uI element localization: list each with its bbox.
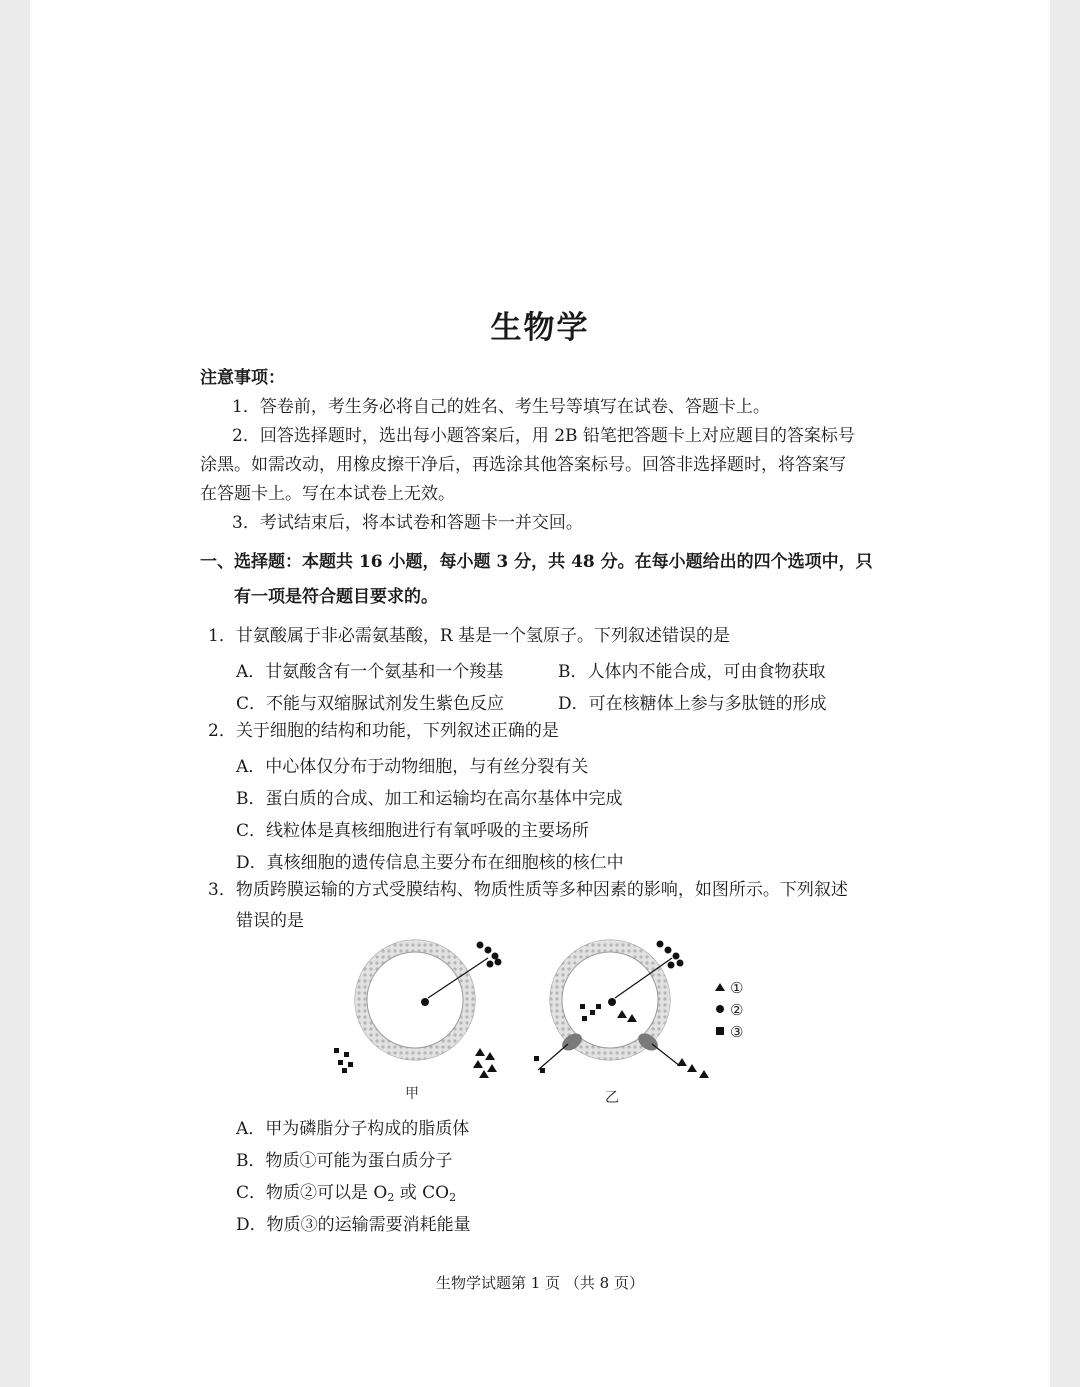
section-heading-line-2: 有一项是符合题目要求的。	[234, 587, 438, 607]
page-title: 生物学	[490, 310, 590, 346]
membrane-transport-figure	[320, 930, 760, 1110]
section-heading-line-1: 一、选择题：本题共 16 小题，每小题 3 分，共 48 分。在每小题给出的四个选项中，只	[200, 552, 873, 572]
notice-heading: 注意事项：	[200, 368, 285, 388]
vesicle-yi	[534, 940, 709, 1078]
legend-square-icon	[716, 1027, 724, 1035]
q2-stem: 2．关于细胞的结构和功能，下列叙述正确的是	[208, 721, 559, 741]
q3-option-c-text-2: 或 CO	[399, 1183, 450, 1203]
notice-item-3: 3．考试结束后，将本试卷和答题卡一并交回。	[232, 513, 583, 533]
notice-item-2-line-3: 在答题卡上。写在本试卷上无效。	[200, 484, 455, 504]
figure-legend	[715, 979, 743, 1041]
notice-item-2-line-1: 2．回答选择题时，选出每小题答案后，用 2B 铅笔把答题卡上对应题目的答案标号	[232, 426, 855, 446]
q3-option-c-text-1: C．物质②可以是 O	[236, 1183, 388, 1203]
legend-label-2: ②	[730, 1001, 744, 1019]
q2-option-d: D．真核细胞的遗传信息主要分布在细胞核的核仁中	[236, 853, 624, 873]
q2-option-a: A．中心体仅分布于动物细胞，与有丝分裂有关	[236, 757, 589, 777]
notice-item-2-line-2: 涂黑。如需改动，用橡皮擦干净后，再选涂其他答案标号。回答非选择题时，将答案写	[200, 455, 846, 475]
notice-item-1: 1．答卷前，考生务必将自己的姓名、考生号等填写在试卷、答题卡上。	[232, 397, 770, 417]
q1-option-c: C．不能与双缩脲试剂发生紫色反应	[236, 694, 505, 714]
legend-label-3: ③	[730, 1023, 744, 1041]
q3-option-b: B．物质①可能为蛋白质分子	[236, 1151, 453, 1171]
q1-option-d: D．可在核糖体上参与多肽链的形成	[558, 694, 827, 714]
figure-label-jia: 甲	[405, 1086, 419, 1102]
page-footer: 生物学试题第 1 页 （共 8 页）	[436, 1274, 644, 1292]
q3-stem-line-1: 3．物质跨膜运输的方式受膜结构、物质性质等多种因素的影响，如图所示。下列叙述	[208, 880, 848, 900]
q3-option-d: D．物质③的运输需要消耗能量	[236, 1215, 471, 1235]
q3-stem-line-2: 错误的是	[236, 911, 304, 931]
exam-page	[30, 0, 1050, 1387]
q3-option-c-sub-1: 2	[387, 1191, 395, 1204]
q2-option-c: C．线粒体是真核细胞进行有氧呼吸的主要场所	[236, 821, 590, 841]
q1-option-a: A．甘氨酸含有一个氨基和一个羧基	[236, 662, 504, 682]
legend-triangle-icon	[715, 983, 725, 991]
legend-circle-icon	[716, 1005, 724, 1013]
q3-option-c-sub-2: 2	[449, 1191, 457, 1204]
q1-stem: 1．甘氨酸属于非必需氨基酸，R 基是一个氢原子。下列叙述错误的是	[208, 626, 731, 646]
figure-label-yi: 乙	[605, 1090, 619, 1106]
q1-option-b: B．人体内不能合成，可由食物获取	[558, 662, 826, 682]
q2-option-b: B．蛋白质的合成、加工和运输均在高尔基体中完成	[236, 789, 623, 809]
q3-option-c	[236, 1178, 456, 1204]
q3-option-a: A．甲为磷脂分子构成的脂质体	[236, 1119, 470, 1139]
liposome-jia	[334, 940, 502, 1078]
legend-label-1: ①	[730, 979, 744, 997]
